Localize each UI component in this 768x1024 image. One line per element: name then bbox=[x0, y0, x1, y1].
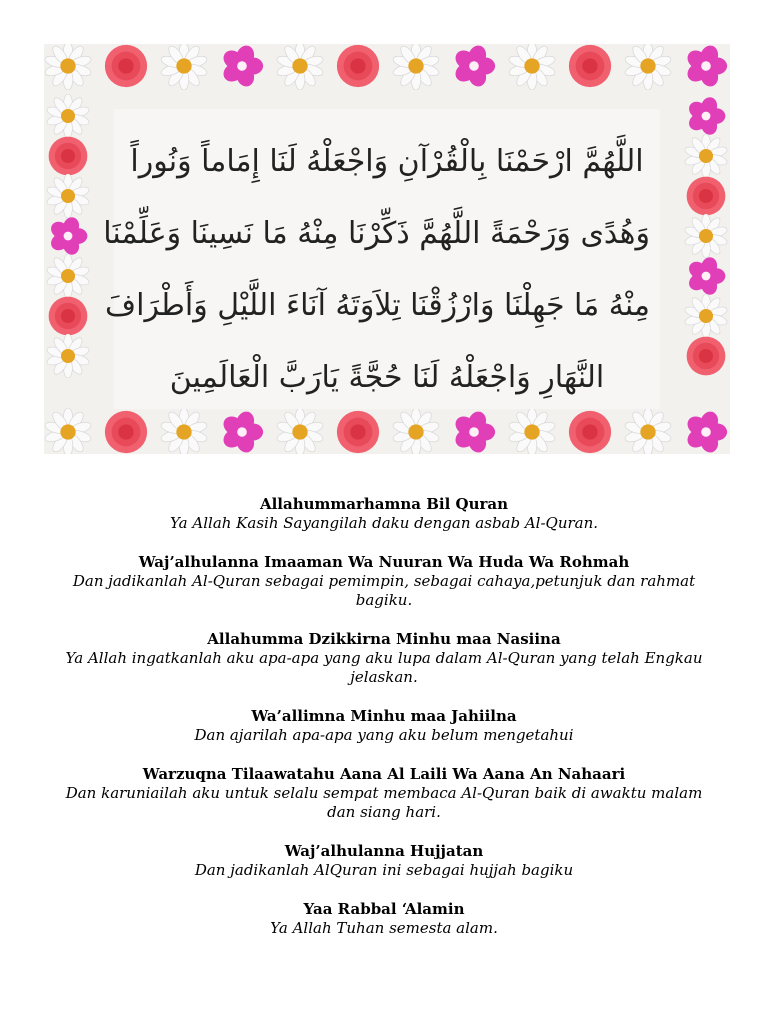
arabic-line: اللَّهُمَّ ارْحَمْنَا بِالْقُرْآنِ وَاجْعَلْهُ لَنَا إِمَاماً وَنُوراً bbox=[130, 144, 644, 179]
flower-icon bbox=[46, 214, 90, 258]
doa-image bbox=[44, 44, 730, 454]
doa-title: Wa’allimna Minhu maa Jahiilna bbox=[251, 707, 517, 725]
flower-icon bbox=[334, 44, 382, 90]
doa-item bbox=[54, 899, 714, 938]
flower-icon bbox=[684, 134, 728, 178]
flower-icon bbox=[46, 174, 90, 218]
flower-icon bbox=[46, 334, 90, 378]
flower-icon bbox=[450, 408, 498, 454]
doa-title: Allahumma Dzikkirna Minhu maa Nasiina bbox=[207, 630, 561, 648]
flower-icon bbox=[44, 44, 92, 90]
flower-icon bbox=[218, 408, 266, 454]
flower-icon bbox=[508, 408, 556, 454]
doa-translation: Ya Allah ingatkanlah aku apa-apa yang aku lupa dalam Al-Quran yang telah Engkau jelaskan. bbox=[65, 649, 703, 686]
flower-icon bbox=[46, 134, 90, 178]
arabic-line: النَّهَارِ وَاجْعَلْهُ لَنَا حُجَّةً يَارَبَّ الْعَالَمِينَ bbox=[169, 360, 605, 395]
flower-icon bbox=[684, 94, 728, 138]
flower-icon bbox=[684, 334, 728, 378]
flower-icon bbox=[392, 44, 440, 90]
flower-icon bbox=[624, 44, 672, 90]
flower-icon bbox=[46, 294, 90, 338]
flower-icon bbox=[276, 44, 324, 90]
flower-icon bbox=[684, 174, 728, 218]
doa-translation: Dan jadikanlah Al-Quran sebagai pemimpin, sebagai cahaya,petunjuk dan rahmat bagiku. bbox=[72, 572, 696, 609]
flower-icon bbox=[684, 214, 728, 258]
flower-icon bbox=[684, 294, 728, 338]
doa-title: Warzuqna Tilaawatahu Aana Al Laili Wa Aana An Nahaari bbox=[142, 765, 626, 783]
flower-icon bbox=[682, 44, 730, 90]
doa-title: Waj’alhulanna Hujjatan bbox=[284, 842, 484, 860]
flower-icon bbox=[46, 254, 90, 298]
doa-translation: Dan karuniailah aku untuk selalu sempat membaca Al-Quran baik di awaktu malam dan siang hari. bbox=[65, 784, 703, 821]
flower-icon bbox=[334, 408, 382, 454]
flower-icon bbox=[392, 408, 440, 454]
doa-list bbox=[54, 494, 714, 957]
flower-icon bbox=[160, 44, 208, 90]
doa-item bbox=[54, 841, 714, 880]
flower-icon bbox=[682, 408, 730, 454]
doa-translation: Ya Allah Tuhan semesta alam. bbox=[270, 919, 498, 937]
flower-icon bbox=[218, 44, 266, 90]
arabic-line: وَهُدًى وَرَحْمَةً اللَّهُمَّ ذَكِّرْنَا مِنْهُ مَا نَسِينَا وَعَلِّمْنَا bbox=[103, 216, 650, 251]
arabic-prayer bbox=[103, 126, 650, 414]
flower-icon bbox=[276, 408, 324, 454]
flower-icon bbox=[508, 44, 556, 90]
flower-icon bbox=[46, 94, 90, 138]
flower-icon bbox=[450, 44, 498, 90]
doa-item bbox=[54, 764, 714, 822]
doa-item bbox=[54, 552, 714, 610]
flower-icon bbox=[102, 44, 150, 90]
flower-icon bbox=[684, 254, 728, 298]
flower-icon bbox=[566, 408, 614, 454]
doa-item bbox=[54, 629, 714, 687]
doa-title: Allahummarhamna Bil Quran bbox=[259, 495, 509, 513]
doa-title: Waj’alhulanna Imaaman Wa Nuuran Wa Huda Wa Rohmah bbox=[138, 553, 630, 571]
flower-icon bbox=[160, 408, 208, 454]
flower-icon bbox=[624, 408, 672, 454]
doa-translation: Ya Allah Kasih Sayangilah daku dengan asbab Al-Quran. bbox=[169, 514, 599, 532]
flower-icon bbox=[566, 44, 614, 90]
doa-item bbox=[54, 706, 714, 745]
flower-icon bbox=[44, 408, 92, 454]
doa-translation: Dan ajarilah apa-apa yang aku belum mengetahui bbox=[194, 726, 574, 744]
arabic-line: مِنْهُ مَا جَهِلْنَا وَارْزُقْنَا تِلاَوَتَهُ آنَاءَ اللَّيْلِ وَأَطْرَافَ bbox=[105, 288, 650, 323]
doa-item bbox=[54, 494, 714, 533]
doa-translation: Dan jadikanlah AlQuran ini sebagai hujjah bagiku bbox=[194, 861, 574, 879]
flower-icon bbox=[102, 408, 150, 454]
doa-title: Yaa Rabbal ‘Alamin bbox=[303, 900, 465, 918]
